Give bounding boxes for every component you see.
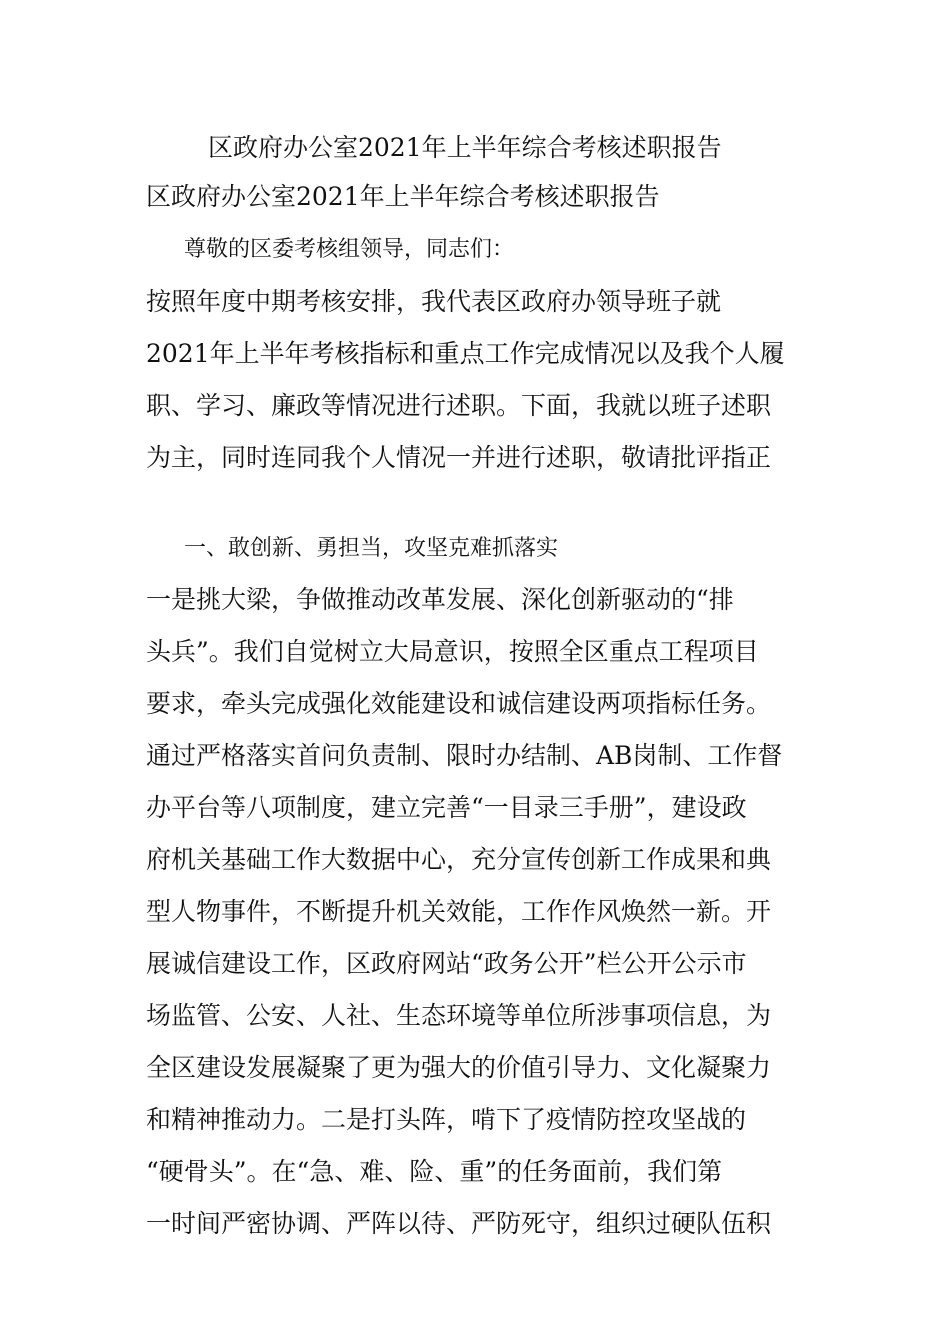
greeting: 尊敬的区委考核组领导，同志们： [184,237,515,262]
body-line: 展诚信建设工作，区政府网站“政务公开”栏公开公示市 [146,949,747,978]
body-line: 一是挑大梁，争做推动改革发展、深化创新驱动的“排 [146,585,734,614]
body-line: 场监管、公安、人社、生态环境等单位所涉事项信息，为 [146,1001,772,1030]
body-line: 要求，牵头完成强化效能建设和诚信建设两项指标任务。 [146,689,772,718]
body-line: 全区建设发展凝聚了更为强大的价值引导力、文化凝聚力 [146,1053,772,1082]
document-title-centered: 区政府办公室2021年上半年综合考核述职报告 [208,133,722,162]
body-line: 一时间严密协调、严阵以待、严防死守，组织过硬队伍积 [146,1209,772,1238]
intro-line: 2021年上半年考核指标和重点工作完成情况以及我个人履 [146,339,785,368]
intro-line: 按照年度中期考核安排，我代表区政府办领导班子就 [146,287,722,316]
body-line: 府机关基础工作大数据中心，充分宣传创新工作成果和典 [146,845,772,874]
body-line: 头兵”。我们自觉树立大局意识，按照全区重点工程项目 [146,637,759,666]
body-line: 和精神推动力。二是打头阵，啃下了疫情防控攻坚战的 [146,1105,747,1134]
section-heading: 一、敢创新、勇担当，攻坚克难抓落实 [184,536,559,561]
body-line: 型人物事件，不断提升机关效能，工作作风焕然一新。开 [146,897,772,926]
document-title: 区政府办公室2021年上半年综合考核述职报告 [146,182,660,211]
intro-line: 职、学习、廉政等情况进行述职。下面，我就以班子述职 [146,391,772,420]
body-line: “硬骨头”。在“急、难、险、重”的任务面前，我们第 [146,1157,723,1186]
intro-line: 为主，同时连同我个人情况一并进行述职，敬请批评指正 [146,443,772,472]
body-line: 通过严格落实首问负责制、限时办结制、AB岗制、工作督 [146,741,783,770]
body-line: 办平台等八项制度，建立完善“一目录三手册”，建设政 [146,793,747,822]
